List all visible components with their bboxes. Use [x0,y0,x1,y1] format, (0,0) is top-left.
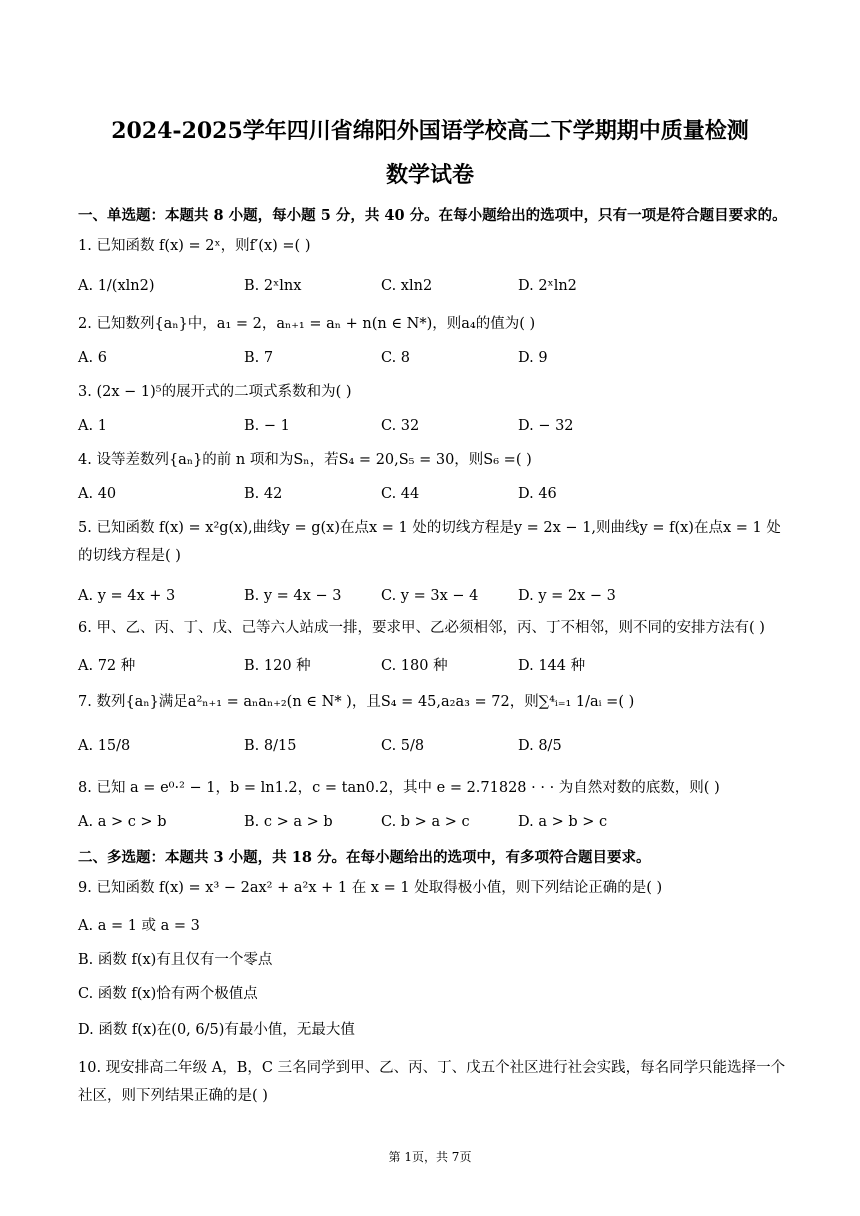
question-8-option-a: A. a > c > b [78,814,167,830]
exam-subtitle: 数学试卷 [385,162,474,188]
question-5-option-a: A. y = 4x + 3 [78,588,176,604]
question-3-option-b: B. − 1 [244,418,290,434]
question-1-option-a: A. 1/(xln2) [78,278,155,294]
question-10-stem: 10. 现安排高二年级 A，B，C 三名同学到甲、乙、丙、丁、戊五个社区进行社会实践，每名同学只能选择一个社区，则下列结果正确的是( ) [78,1060,786,1104]
question-6-option-c: C. 180 种 [381,658,448,674]
question-5-option-b: B. y = 4x − 3 [244,588,342,604]
question-6-stem: 6. 甲、乙、丙、丁、戊、己等六人站成一排，要求甲、乙必须相邻，丙、丁不相邻，则不同的安排方法有( ) [78,620,765,636]
question-4-stem: 4. 设等差数列{aₙ}的前 n 项和为Sₙ，若S₄ = 20,S₅ = 30，则S₆ =( ) [78,452,532,468]
question-6-option-d: D. 144 种 [518,658,586,674]
question-5-stem: 5. 已知函数 f(x) = x²g(x),曲线y = g(x)在点x = 1 处的切线方程是y = 2x − 1,则曲线y = f(x)在点x = 1 处的切线方程是( ) [78,520,781,564]
question-6-option-a: A. 72 种 [78,658,136,674]
question-7-option-a: A. 15/8 [78,738,131,754]
question-9-stem: 9. 已知函数 f(x) = x³ − 2ax² + a²x + 1 在 x = 1 处取得极小值，则下列结论正确的是( ) [78,880,663,896]
question-7-option-d: D. 8/5 [518,738,562,754]
question-1-stem: 1. 已知函数 f(x) = 2ˣ，则f′(x) =( ) [78,238,311,254]
question-3-option-c: C. 32 [381,418,420,434]
question-4-option-a: A. 40 [78,486,117,502]
question-8-option-c: C. b > a > c [381,814,470,830]
question-9-option-a: A. a = 1 或 a = 3 [78,918,200,934]
question-8-option-b: B. c > a > b [244,814,333,830]
question-1-option-c: C. xln2 [381,278,433,294]
question-9-option-b: B. 函数 f(x)有且仅有一个零点 [78,952,273,968]
question-2-option-c: C. 8 [381,350,411,366]
question-7-option-c: C. 5/8 [381,738,425,754]
question-4-option-c: C. 44 [381,486,420,502]
question-3-option-a: A. 1 [78,418,107,434]
question-3-stem: 3. (2x − 1)⁵的展开式的二项式系数和为( ) [78,384,352,400]
question-1-option-b: B. 2ˣlnx [244,278,302,294]
question-2-stem: 2. 已知数列{aₙ}中，a₁ = 2，aₙ₊₁ = aₙ + n(n ∈ N*)，则a₄的值为( ) [78,316,536,332]
question-5-option-d: D. y = 2x − 3 [518,588,616,604]
question-9-option-d: D. 函数 f(x)在(0, 6/5)有最小值，无最大值 [78,1022,355,1038]
page-footer: 第 1页，共 7页 [388,1150,472,1164]
section-heading-single-choice: 一、单选题：本题共 8 小题，每小题 5 分，共 40 分。在每小题给出的选项中，只有一项是符合题目要求的。 [78,207,787,224]
question-2-option-d: D. 9 [518,350,548,366]
question-3-option-d: D. − 32 [518,418,574,434]
question-2-option-b: B. 7 [244,350,274,366]
question-8-stem: 8. 已知 a = e⁰·² − 1，b = ln1.2，c = tan0.2，其中 e = 2.71828 · · · 为自然对数的底数，则( ) [78,780,720,796]
question-8-option-d: D. a > b > c [518,814,608,830]
exam-title: 2024-2025学年四川省绵阳外国语学校高二下学期期中质量检测 [111,118,749,144]
question-5-option-c: C. y = 3x − 4 [381,588,479,604]
question-4-option-b: B. 42 [244,486,283,502]
question-4-option-d: D. 46 [518,486,557,502]
question-7-stem: 7. 数列{aₙ}满足a²ₙ₊₁ = aₙaₙ₊₂(n ∈ N* )，且S₄ = 45,a₂a₃ = 72，则∑⁴ᵢ₌₁ 1/aᵢ =( ) [78,694,635,710]
question-9-option-c: C. 函数 f(x)恰有两个极值点 [78,986,258,1002]
question-6-option-b: B. 120 种 [244,658,311,674]
section-heading-multiple-choice: 二、多选题：本题共 3 小题，共 18 分。在每小题给出的选项中，有多项符合题目要求。 [78,849,651,866]
question-2-option-a: A. 6 [78,350,107,366]
question-1-option-d: D. 2ˣln2 [518,278,577,294]
question-7-option-b: B. 8/15 [244,738,297,754]
